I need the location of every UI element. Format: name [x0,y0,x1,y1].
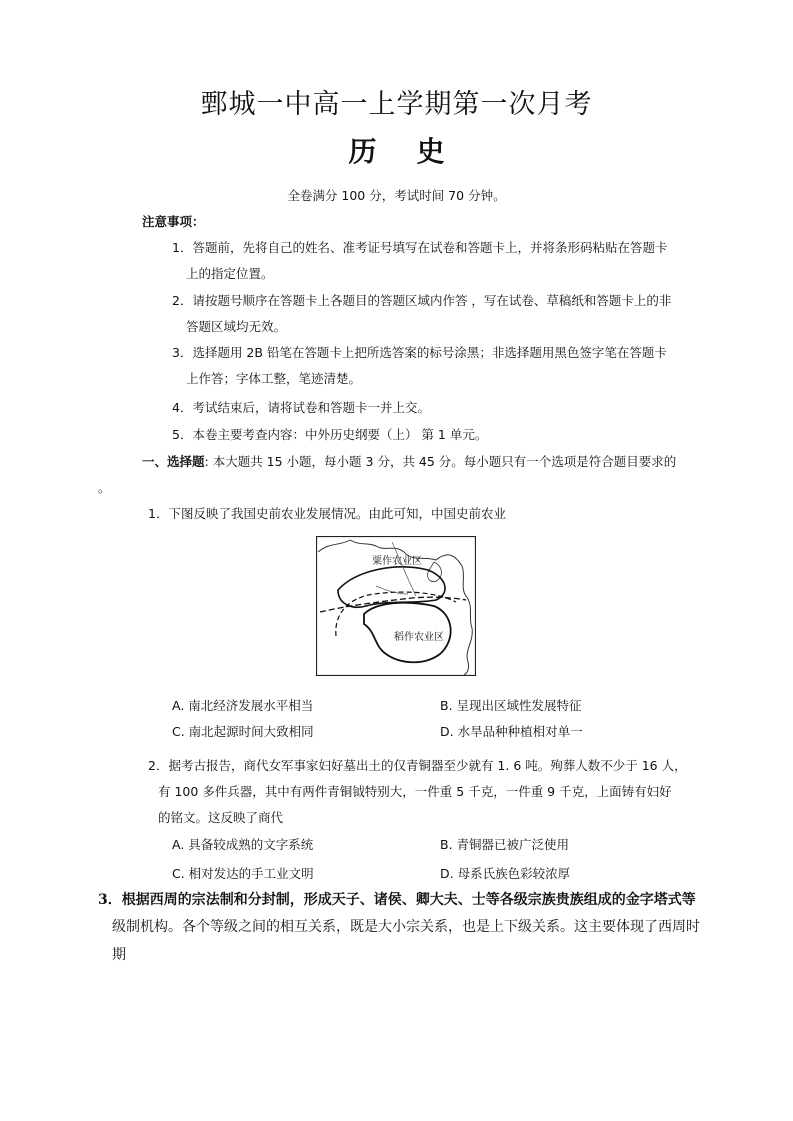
q1-option-a: A. 南北经济发展水平相当 [172,698,314,713]
q2-option-b: B. 青铜器已被广泛使用 [440,837,570,852]
exam-title: 鄄城一中高一上学期第一次月考 [200,89,593,120]
q3-stem-3: 期 [112,947,126,963]
subject-title: 历史 [348,135,485,168]
notice-item-3-cont: 上作答；字体工整，笔迹清楚。 [186,371,362,386]
notice-heading: 注意事项： [142,214,205,229]
map-label-south: 稻作农业区 [394,632,444,643]
notice-item-2-cont: 答题区域均无效。 [186,319,287,334]
q2-option-d: D. 母系氏族色彩较浓厚 [440,866,571,881]
q3-stem-2: 级制机构。各个等级之间的相互关系，既是大小宗关系，也是上下级关系。这主要体现了西周时 [112,919,700,935]
q2-stem-2: 有 100 多件兵器，其中有两件青铜钺特别大，一件重 5 千克，一件重 9 千克，上面铸有妇好 [158,784,672,799]
q2-option-a: A. 具备较成熟的文字系统 [172,837,314,852]
q1-stem: 1．下图反映了我国史前农业发展情况。由此可知，中国史前农业 [148,506,506,521]
q2-stem-3: 的铭文。这反映了商代 [158,810,284,825]
notice-item-3: 3．选择题用 2B 铅笔在答题卡上把所选答案的标号涂黑；非选择题用黑色签字笔在答题卡 [172,345,667,360]
notice-item-1: 1．答题前，先将自己的姓名、准考证号填写在试卷和答题卡上，并将条形码粘贴在答题卡 [172,240,668,255]
notice-item-2: 2．请按题号顺序在答题卡上各题目的答题区域内作答 ，写在试卷、草稿纸和答题卡上的非 [172,293,672,308]
q1-option-c: C. 南北起源时间大致相同 [172,724,314,739]
q1-option-b: B. 呈现出区域性发展特征 [440,698,582,713]
prehistoric-agriculture-map [316,536,476,676]
section-1-text-cont: 。 [98,480,111,495]
q2-option-c: C. 相对发达的手工业文明 [172,866,314,881]
notice-item-1-cont: 上的指定位置。 [186,266,274,281]
section-1-heading [142,452,676,470]
notice-item-4: 4．考试结束后，请将试卷和答题卡一并上交。 [172,400,430,415]
q2-stem-1: 2．据考古报告，商代女军事家妇好墓出土的仅青铜器至少就有 1. 6 吨。殉葬人数不少于 16 人， [148,758,687,773]
notice-item-5: 5．本卷主要考查内容：中外历史纲要（上） 第 1 单元。 [172,427,488,442]
section-1-label: 一、选择题 [142,454,205,469]
q3-stem-1: 3．根据西周的宗法制和分封制，形成天子、诸侯、卿大夫、士等各级宗族贵族组成的金字塔式等 [98,892,696,908]
map-label-north: 粟作农业区 [372,556,422,567]
section-1-text: : 本大题共 15 小题，每小题 3 分，共 45 分。每小题只有一个选项是符合题目要求的 [204,454,677,469]
q1-option-d: D. 水旱品种种植相对单一 [440,724,583,739]
exam-info: 全卷满分 100 分，考试时间 70 分钟。 [287,188,506,203]
